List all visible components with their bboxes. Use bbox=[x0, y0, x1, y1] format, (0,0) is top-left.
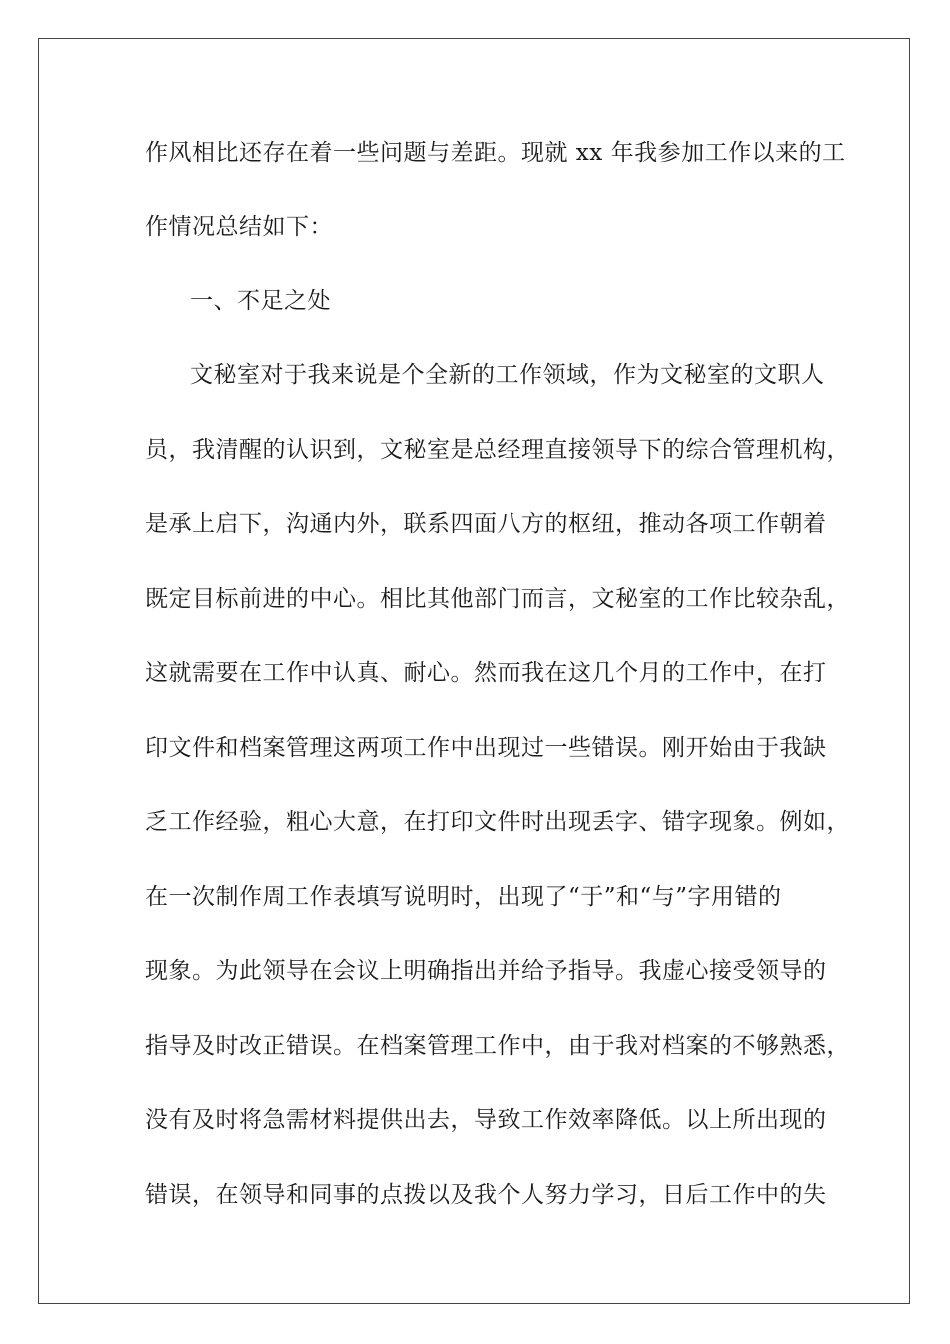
paragraph-line: 印文件和档案管理这两项工作中出现过一些错误。刚开始由于我缺 bbox=[145, 735, 827, 761]
paragraph-line: 指导及时改正错误。在档案管理工作中，由于我对档案的不够熟悉， bbox=[145, 1033, 850, 1059]
paragraph-line: 这就需要在工作中认真、耐心。然而我在这几个月的工作中，在打 bbox=[145, 660, 827, 686]
paragraph-line: 乏工作经验，粗心大意，在打印文件时出现丢字、错字现象。例如， bbox=[145, 809, 850, 835]
paragraph-line: 作情况总结如下： bbox=[145, 214, 333, 240]
paragraph-line: 是承上启下，沟通内外，联系四面八方的枢纽，推动各项工作朝着 bbox=[145, 511, 827, 537]
paragraph-line: 员，我清醒的认识到，文秘室是总经理直接领导下的综合管理机构， bbox=[145, 437, 850, 463]
paragraph-line: 文秘室对于我来说是个全新的工作领域，作为文秘室的文职人 bbox=[190, 362, 825, 388]
paragraph-line: 既定目标前进的中心。相比其他部门而言，文秘室的工作比较杂乱， bbox=[145, 586, 850, 612]
section-heading: 一、不足之处 bbox=[190, 288, 331, 314]
paragraph-line: 错误，在领导和同事的点拨以及我个人努力学习，日后工作中的失 bbox=[145, 1182, 827, 1208]
paragraph-line: 在一次制作周工作表填写说明时，出现了“于”和“与”字用错的 bbox=[145, 884, 782, 910]
paragraph-line: 作风相比还存在着一些问题与差距。现就 xx 年我参加工作以来的工 bbox=[145, 140, 846, 166]
paragraph-line: 没有及时将急需材料提供出去，导致工作效率降低。以上所出现的 bbox=[145, 1107, 827, 1133]
paragraph-line: 现象。为此领导在会议上明确指出并给予指导。我虚心接受领导的 bbox=[145, 958, 827, 984]
